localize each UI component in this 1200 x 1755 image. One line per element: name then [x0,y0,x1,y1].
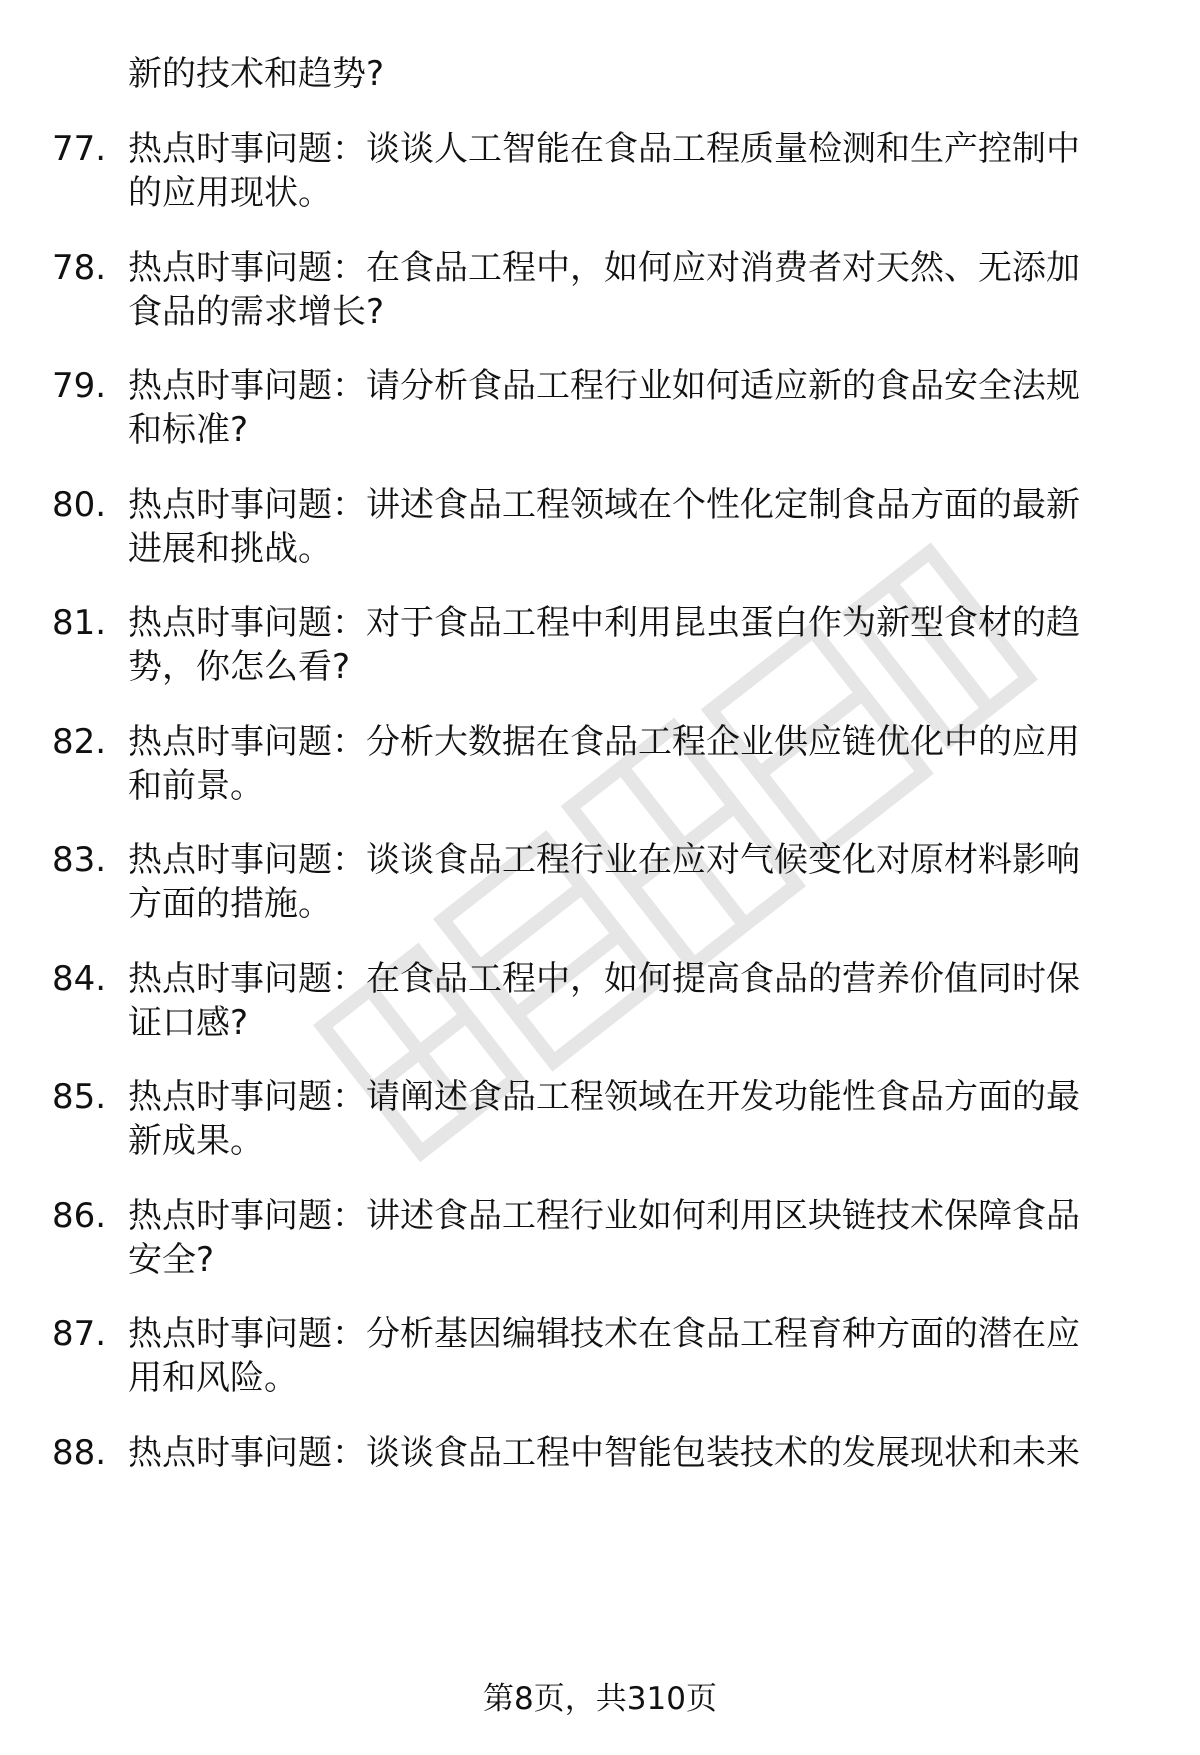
question-number: 88. [52,1432,107,1473]
question-item [0,364,1200,464]
question-text-line: 的应用现状。 [128,173,332,213]
question-text-line: 安全? [128,1239,215,1280]
question-text [128,1075,1138,1163]
question-number: 77. [52,129,107,169]
question-number: 86. [52,1195,107,1236]
question-text-line: 热点时事问题：分析大数据在食品工程企业供应链优化中的应用 [128,721,1080,762]
question-number: 83. [52,840,107,880]
question-text [128,957,1138,1045]
question-number: 82. [52,721,107,762]
page-number: 第8页，共310页 [483,1681,717,1717]
question-text-line: 势，你怎么看? [128,647,351,687]
question-text-line: 热点时事问题：在食品工程中，如何应对消费者对天然、无添加 [128,247,1080,288]
question-text-line: 进展和挑战。 [128,528,332,569]
question-text-line: 热点时事问题：在食品工程中，如何提高食品的营养价值同时保 [128,958,1080,999]
question-text [128,1312,1138,1400]
question-number: 81. [52,603,107,643]
question-text-line: 热点时事问题：请阐述食品工程领域在开发功能性食品方面的最 [128,1077,1080,1117]
question-item [0,957,1200,1057]
question-item [0,1431,1200,1531]
question-item [0,838,1200,938]
question-text-line: 热点时事问题：请分析食品工程行业如何适应新的食品安全法规 [128,366,1080,406]
question-text-line: 证口感? [128,1002,249,1043]
question-text-line: 热点时事问题：讲述食品工程领域在个性化定制食品方面的最新 [128,484,1080,525]
question-number: 87. [52,1314,107,1354]
question-text-line: 用和风险。 [128,1358,298,1398]
question-text-line: 热点时事问题：讲述食品工程行业如何利用区块链技术保障食品 [128,1195,1080,1236]
question-text [128,720,1138,808]
question-item [0,1075,1200,1175]
question-text-line: 新成果。 [128,1121,264,1161]
question-text-line: 食品的需求增长? [128,291,385,332]
question-text-line: 热点时事问题：谈谈食品工程中智能包装技术的发展现状和未来 [128,1432,1080,1473]
question-text [128,1431,1138,1475]
question-item [0,720,1200,820]
question-text [128,246,1138,334]
question-number: 78. [52,247,107,288]
question-item [0,1312,1200,1412]
question-item [0,601,1200,701]
question-text [128,364,1138,452]
question-item [0,246,1200,346]
question-text [128,601,1138,689]
question-number: 85. [52,1077,107,1117]
question-item [0,127,1200,227]
continuation-line: 新的技术和趋势? [128,54,385,94]
question-text-line: 和前景。 [128,765,264,806]
question-text-line: 方面的措施。 [128,884,332,924]
question-text [128,838,1138,926]
question-text [128,483,1138,571]
question-text [128,127,1138,215]
question-item [0,483,1200,583]
question-text [128,1194,1138,1282]
question-item [0,1194,1200,1294]
question-text-line: 和标准? [128,410,249,450]
question-text-line: 热点时事问题：对于食品工程中利用昆虫蛋白作为新型食材的趋 [128,603,1080,643]
question-number: 80. [52,484,107,525]
question-text-line: 热点时事问题：谈谈人工智能在食品工程质量检测和生产控制中 [128,129,1080,169]
question-number: 79. [52,366,107,406]
question-number: 84. [52,958,107,999]
question-text-line: 热点时事问题：谈谈食品工程行业在应对气候变化对原材料影响 [128,840,1080,880]
question-text-line: 热点时事问题：分析基因编辑技术在食品工程育种方面的潜在应 [128,1314,1080,1354]
